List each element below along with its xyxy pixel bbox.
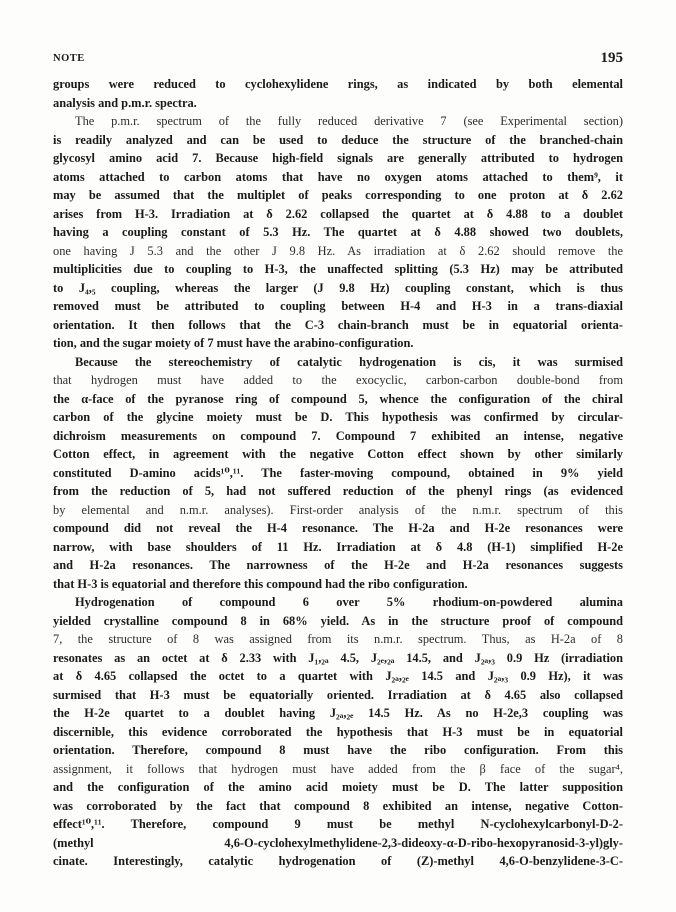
text-line: may be assumed that the multiplet of peaks corresponding to one proton at δ 2.62 xyxy=(53,188,623,202)
text-line: (methyl 4,6-O-cyclohexylmethylidene-2,3-dideoxy-α-D-ribo-hexopyranosid-3-yl)gly- xyxy=(53,835,623,850)
text-line: that hydrogen must have added to the exocyclic, carbon-carbon double-bond from xyxy=(53,373,623,387)
text-line: tion, and the sugar moiety of 7 must have the arabino-configuration. xyxy=(53,336,414,350)
text-line: by elemental and n.m.r. analyses). First-order analysis of the n.m.r. spectrum of this xyxy=(53,502,623,517)
text-line: discernible, this evidence corroborated the hypothesis that H-3 must be in equatorial xyxy=(53,724,623,739)
text-line: the α-face of the pyranose ring of compound 5, whence the configuration of the chiral xyxy=(53,391,623,406)
page-number: 195 xyxy=(600,50,623,66)
text-line: glycosyl amino acid 7. Because high-field signals are generally attributed to hydrogen xyxy=(53,151,623,165)
section-label: NOTE xyxy=(53,53,85,64)
text-line: constituted D-amino acids¹⁰,¹¹. The faster-moving compound, obtained in 9% yield xyxy=(53,465,623,480)
text-line: cinate. Interestingly, catalytic hydrogenation of (Z)-methyl 4,6-O-benzylidene-3-C- xyxy=(53,854,623,868)
text-line: from the reduction of 5, had not suffered reduction of the phenyl rings (as evidenced xyxy=(53,484,623,498)
running-head xyxy=(53,50,623,70)
text-line: at δ 4.65 collapsed the octet to a quartet with J₂ₐ,₂ₑ 14.5 and J₂ₐ,₃ 0.9 Hz), it was xyxy=(53,669,623,683)
text-line: removed must be attributed to coupling between H-4 and H-3 in a trans-diaxial xyxy=(53,299,623,313)
text-line: and H-2a resonances. The narrowness of the H-2e and H-2a resonances suggests xyxy=(53,558,623,572)
text-line: Hydrogenation of compound 6 over 5% rhodium-on-powdered alumina xyxy=(75,595,623,609)
text-line: Because the stereochemistry of catalytic hydrogenation is cis, it was surmised xyxy=(75,354,623,369)
text-line: that H-3 is equatorial and therefore this compound had the ribo configuration. xyxy=(53,576,468,591)
text-line: 7, the structure of 8 was assigned from its n.m.r. spectrum. Thus, as H-2a of 8 xyxy=(53,632,623,646)
text-line: was corroborated by the fact that compound 8 exhibited an intense, negative Cotton- xyxy=(53,798,623,813)
text-line: Cotton effect, in agreement with the negative Cotton effect shown by other similarly xyxy=(53,447,623,461)
text-line: is readily analyzed and can be used to deduce the structure of the branched-chain xyxy=(53,132,623,147)
text-line: orientation. Therefore, compound 8 must have the ribo configuration. From this xyxy=(53,743,623,757)
text-line: analysis and p.m.r. spectra. xyxy=(53,95,197,110)
text-line: surmised that H-3 must be equatorially oriented. Irradiation at δ 4.65 also collapsed xyxy=(53,687,623,702)
text-line: The p.m.r. spectrum of the fully reduced derivative 7 (see Experimental section) xyxy=(75,114,623,128)
text-line: effect¹⁰,¹¹. Therefore, compound 9 must be methyl N-cyclohexylcarbonyl-D-2- xyxy=(53,817,623,831)
text-line: narrow, with base shoulders of 11 Hz. Irradiation at δ 4.8 (H-1) simplified H-2e xyxy=(53,539,623,554)
text-line: yielded crystalline compound 8 in 68% yield. As in the structure proof of compound xyxy=(53,613,623,628)
text-line: groups were reduced to cyclohexylidene rings, as indicated by both elemental xyxy=(53,77,623,91)
text-line: resonates as an octet at δ 2.33 with J₁,₂ₐ 4.5, J₂ₑ,₂ₐ 14.5, and J₂ₐ,₃ 0.9 Hz (irradiation xyxy=(53,650,623,665)
text-line: having a coupling constant of 5.3 Hz. The quartet at δ 4.88 showed two doublets, xyxy=(53,225,623,239)
text-line: dichroism measurements on compound 7. Compound 7 exhibited an intense, negative xyxy=(53,428,623,443)
text-line: carbon of the glycine moiety must be D. This hypothesis was confirmed by circular- xyxy=(53,410,623,424)
text-line: the H-2e quartet to a doublet having J₂ₐ,₂ₑ 14.5 Hz. As no H-2e,3 coupling was xyxy=(53,706,623,720)
text-line: compound did not reveal the H-4 resonance. The H-2a and H-2e resonances were xyxy=(53,521,623,535)
text-line: and the configuration of the amino acid moiety must be D. The latter supposition xyxy=(53,780,623,794)
text-line: atoms attached to carbon atoms that have no oxygen atoms attached to them⁹, it xyxy=(53,169,623,184)
text-line: assignment, it follows that hydrogen must have added from the β face of the sugar⁴, xyxy=(53,761,623,776)
text-line: arises from H-3. Irradiation at δ 2.62 collapsed the quartet at δ 4.88 to a doublet xyxy=(53,206,623,221)
text-line: one having J 5.3 and the other J 9.8 Hz. As irradiation at δ 2.62 should remove the xyxy=(53,243,623,258)
body-text xyxy=(53,75,623,871)
text-line: multiplicities due to coupling to H-3, the unaffected splitting (5.3 Hz) may be attributed xyxy=(53,262,623,276)
text-line: to J₄,₅ coupling, whereas the larger (J 9.8 Hz) coupling constant, which is thus xyxy=(53,280,623,295)
text-line: orientation. It then follows that the C-3 chain-branch must be in equatorial orienta- xyxy=(53,317,623,332)
